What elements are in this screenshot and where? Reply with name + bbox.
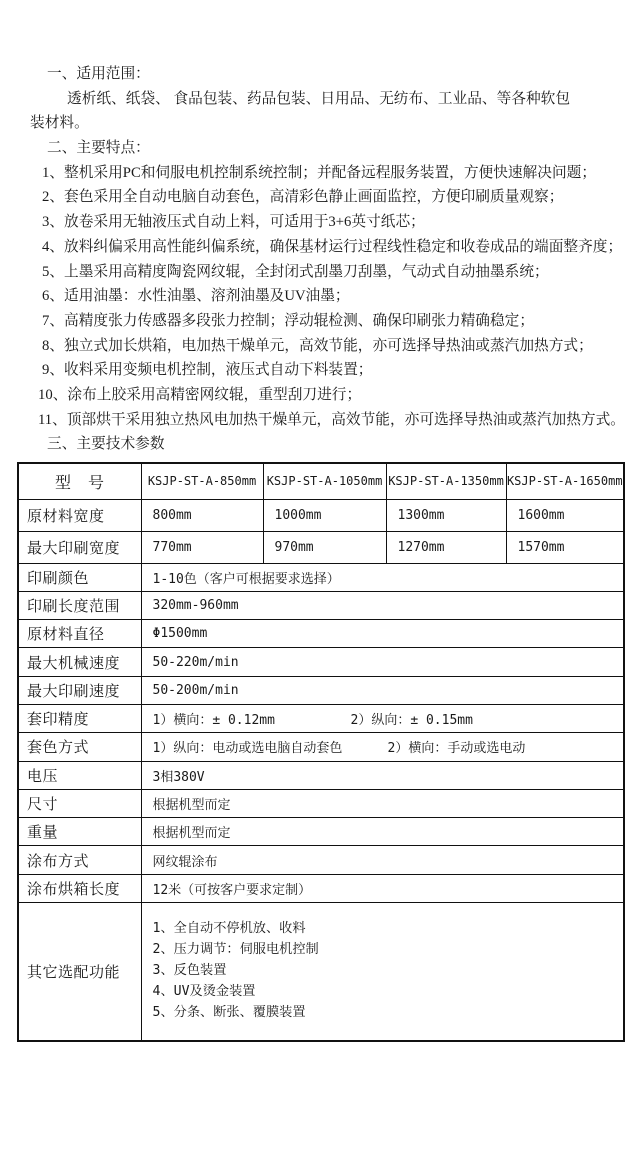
table-row-register-accuracy [18, 704, 624, 732]
feature-item-1: 1、整机采用PC和伺服电机控制系统控制；并配备远程服务装置，方便快速解决问题； [42, 164, 597, 181]
table-row-material-diameter [18, 620, 624, 648]
table-row-max-print-width [18, 531, 624, 563]
feature-item-4: 4、放料纠偏采用高性能纠偏系统，确保基材运行过程线性稳定和收卷成品的端面整齐度； [42, 238, 623, 255]
register-vertical: 1）纵向：电动或选电脑自动套色 [152, 741, 343, 757]
section1-body-line2: 装材料。 [30, 115, 89, 132]
option-line-2: 2、压力调节：伺服电机控制 [152, 942, 319, 958]
cell-value: 770mm [141, 531, 263, 563]
cell-value: 50-220m/min [141, 648, 624, 676]
model-name-850: KSJP-ST-A-850mm [141, 463, 263, 499]
cell-value: 50-200m/min [141, 676, 624, 704]
feature-item-11: 11、顶部烘干采用独立热风电加热干燥单元，高效节能，亦可选择导热油或蒸汽加热方式。 [38, 411, 625, 428]
row-label: 电压 [18, 761, 141, 789]
table-row-max-mech-speed [18, 648, 624, 676]
section1-heading: 一、适用范围： [47, 66, 150, 82]
model-row-label: 型 号 [18, 463, 141, 499]
table-row-model [18, 463, 624, 499]
cell-value: 970mm [263, 531, 386, 563]
cell-value: 1-10色（客户可根据要求选择） [141, 563, 624, 591]
row-label: 印刷长度范围 [18, 591, 141, 619]
option-line-5: 5、分条、断张、覆膜装置 [152, 1004, 306, 1020]
feature-item-8: 8、独立式加长烘箱，电加热干燥单元，高效节能，亦可选择导热油或蒸汽加热方式； [42, 337, 593, 354]
table-row-register-mode [18, 733, 624, 761]
cell-value: 根据机型而定 [141, 818, 624, 846]
feature-item-10: 10、涂布上胶采用高精密网纹辊，重型刮刀进行； [38, 386, 362, 403]
document-body [0, 0, 640, 457]
model-name-1350: KSJP-ST-A-1350mm [386, 463, 506, 499]
row-label: 尺寸 [18, 789, 141, 817]
cell-value: 1600mm [506, 499, 624, 531]
section1-body-line1: 透析纸、纸袋、 食品包装、药品包装、日用品、无纺布、工业品、等各种软包 [67, 90, 571, 107]
accuracy-horizontal: 1）横向：± 0.12mm [152, 713, 275, 729]
row-label: 套印精度 [18, 704, 141, 732]
feature-item-7: 7、高精度张力传感器多段张力控制；浮动辊检测、确保印刷张力精确稳定； [42, 312, 535, 329]
feature-item-2: 2、套色采用全自动电脑自动套色，高清彩色静止画面监控，方便印刷质量观察； [42, 189, 564, 206]
table-row-print-length [18, 591, 624, 619]
row-label: 原材料直径 [18, 620, 141, 648]
cell-value: 800mm [141, 499, 263, 531]
table-row-weight [18, 818, 624, 846]
feature-item-5: 5、上墨采用高精度陶瓷网纹辊，全封闭式刮墨刀刮墨，气动式自动抽墨系统； [42, 263, 549, 280]
row-label: 其它选配功能 [18, 903, 141, 1041]
feature-item-3: 3、放卷采用无轴液压式自动上料，可适用于3+6英寸纸芯； [42, 214, 425, 231]
cell-value: 网纹辊涂布 [141, 846, 624, 874]
table-row-max-print-speed [18, 676, 624, 704]
cell-value: Φ1500mm [141, 620, 624, 648]
option-line-1: 1、全自动不停机放、收料 [152, 921, 306, 937]
feature-item-6: 6、适用油墨：水性油墨、溶剂油墨及UV油墨； [42, 288, 350, 305]
table-row-print-colors [18, 563, 624, 591]
table-row-coating-oven-length [18, 874, 624, 902]
cell-value: 1270mm [386, 531, 506, 563]
register-horizontal: 2）横向：手动或选电动 [387, 741, 526, 757]
row-label: 重量 [18, 818, 141, 846]
cell-value: 1300mm [386, 499, 506, 531]
cell-value [141, 733, 624, 761]
cell-value: 根据机型而定 [141, 789, 624, 817]
table-row-coating-mode [18, 846, 624, 874]
row-label: 最大印刷速度 [18, 676, 141, 704]
spec-table [17, 462, 625, 1042]
cell-value: 12米（可按客户要求定制） [141, 874, 624, 902]
feature-item-9: 9、收料采用变频电机控制，液压式自动下料装置； [42, 362, 373, 379]
section2-heading: 二、主要特点： [47, 140, 150, 157]
model-name-1050: KSJP-ST-A-1050mm [263, 463, 386, 499]
row-label: 原材料宽度 [18, 499, 141, 531]
accuracy-vertical: 2）纵向：± 0.15mm [350, 713, 473, 729]
row-label: 印刷颜色 [18, 563, 141, 591]
row-label: 涂布方式 [18, 846, 141, 874]
table-row-optional-functions [18, 903, 624, 1041]
row-label: 最大印刷宽度 [18, 531, 141, 563]
model-name-1650: KSJP-ST-A-1650mm [506, 463, 624, 499]
cell-value: 320mm-960mm [141, 591, 624, 619]
option-line-4: 4、UV及烫金装置 [152, 983, 256, 999]
table-row-dimensions [18, 789, 624, 817]
cell-value: 3相380V [141, 761, 624, 789]
row-label: 最大机械速度 [18, 648, 141, 676]
row-label: 套色方式 [18, 733, 141, 761]
cell-value [141, 903, 624, 1041]
table-row-voltage [18, 761, 624, 789]
table-row-material-width [18, 499, 624, 531]
option-line-3: 3、反色装置 [152, 962, 227, 978]
section3-heading: 三、主要技术参数 [47, 436, 165, 453]
row-label: 涂布烘箱长度 [18, 874, 141, 902]
cell-value: 1570mm [506, 531, 624, 563]
cell-value [141, 704, 624, 732]
cell-value: 1000mm [263, 499, 386, 531]
